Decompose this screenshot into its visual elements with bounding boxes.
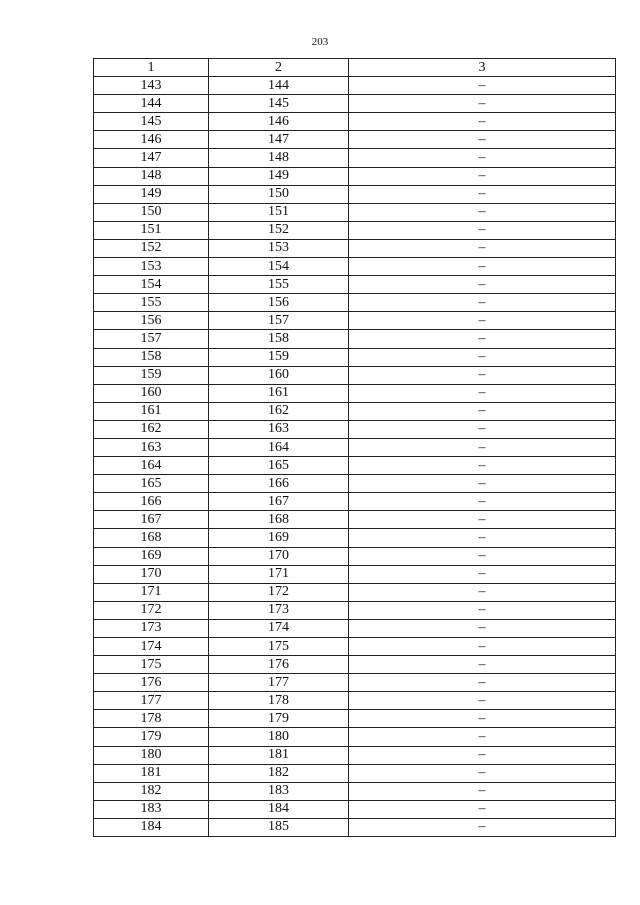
table-cell-col-1: 148 (94, 167, 209, 185)
table-row (94, 511, 616, 529)
table-cell-col-2: 152 (209, 221, 349, 239)
table-row (94, 258, 616, 276)
table-row (94, 764, 616, 782)
table-cell-col-2: 167 (209, 493, 349, 511)
table-row (94, 457, 616, 475)
table-cell-col-3: – (349, 583, 616, 601)
header-cell-2: 2 (209, 59, 349, 77)
table-cell-col-3: – (349, 692, 616, 710)
table-cell-col-1: 172 (94, 601, 209, 619)
table-cell-col-2: 176 (209, 656, 349, 674)
table-row (94, 638, 616, 656)
table-cell-col-3: – (349, 656, 616, 674)
header-cell-3: 3 (349, 59, 616, 77)
table-cell-col-3: – (349, 77, 616, 95)
table-cell-col-2: 146 (209, 113, 349, 131)
table-cell-col-3: – (349, 746, 616, 764)
table-cell-col-1: 165 (94, 475, 209, 493)
table-cell-col-1: 161 (94, 402, 209, 420)
table-cell-col-1: 181 (94, 764, 209, 782)
table-cell-col-3: – (349, 728, 616, 746)
table-cell-col-3: – (349, 294, 616, 312)
table-cell-col-3: – (349, 312, 616, 330)
table-row (94, 493, 616, 511)
table-cell-col-1: 166 (94, 493, 209, 511)
table-cell-col-1: 150 (94, 203, 209, 221)
table-cell-col-2: 170 (209, 547, 349, 565)
table-cell-col-1: 182 (94, 782, 209, 800)
table-row (94, 656, 616, 674)
table-cell-col-1: 170 (94, 565, 209, 583)
table-cell-col-1: 144 (94, 95, 209, 113)
table-cell-col-3: – (349, 95, 616, 113)
table-cell-col-2: 183 (209, 782, 349, 800)
table-cell-col-2: 147 (209, 131, 349, 149)
table-row (94, 95, 616, 113)
table-cell-col-3: – (349, 565, 616, 583)
table-cell-col-1: 179 (94, 728, 209, 746)
table-cell-col-3: – (349, 185, 616, 203)
table-cell-col-1: 157 (94, 330, 209, 348)
table-cell-col-2: 185 (209, 818, 349, 836)
table-cell-col-2: 157 (209, 312, 349, 330)
table-cell-col-3: – (349, 420, 616, 438)
table-cell-col-2: 169 (209, 529, 349, 547)
table-cell-col-1: 176 (94, 674, 209, 692)
table-cell-col-2: 173 (209, 601, 349, 619)
table-row (94, 619, 616, 637)
table-cell-col-1: 178 (94, 710, 209, 728)
table-cell-col-3: – (349, 800, 616, 818)
table-cell-col-3: – (349, 475, 616, 493)
header-row (94, 59, 616, 77)
table-cell-col-1: 160 (94, 384, 209, 402)
table-cell-col-1: 154 (94, 276, 209, 294)
table-cell-col-2: 162 (209, 402, 349, 420)
table-cell-col-2: 182 (209, 764, 349, 782)
table-cell-col-3: – (349, 457, 616, 475)
table-row (94, 800, 616, 818)
table-cell-col-2: 184 (209, 800, 349, 818)
table-cell-col-2: 160 (209, 366, 349, 384)
table-cell-col-1: 183 (94, 800, 209, 818)
table-row (94, 818, 616, 836)
table-cell-col-3: – (349, 348, 616, 366)
table-cell-col-3: – (349, 710, 616, 728)
table-cell-col-2: 154 (209, 258, 349, 276)
table-cell-col-1: 155 (94, 294, 209, 312)
table-cell-col-1: 169 (94, 547, 209, 565)
table-cell-col-3: – (349, 167, 616, 185)
table-row (94, 782, 616, 800)
table-cell-col-2: 159 (209, 348, 349, 366)
table-cell-col-2: 156 (209, 294, 349, 312)
table-cell-col-3: – (349, 330, 616, 348)
table-row (94, 728, 616, 746)
header-cell-1: 1 (94, 59, 209, 77)
table-row (94, 312, 616, 330)
data-table (93, 58, 616, 837)
table-cell-col-3: – (349, 221, 616, 239)
table-row (94, 221, 616, 239)
table-cell-col-1: 180 (94, 746, 209, 764)
table-row (94, 239, 616, 257)
table-row (94, 167, 616, 185)
table-cell-col-1: 151 (94, 221, 209, 239)
table-cell-col-3: – (349, 131, 616, 149)
table-cell-col-2: 153 (209, 239, 349, 257)
table-row (94, 131, 616, 149)
table-cell-col-3: – (349, 402, 616, 420)
table-cell-col-2: 144 (209, 77, 349, 95)
table-row (94, 583, 616, 601)
table-cell-col-1: 177 (94, 692, 209, 710)
table-cell-col-3: – (349, 601, 616, 619)
table-cell-col-1: 147 (94, 149, 209, 167)
table-row (94, 366, 616, 384)
table-cell-col-3: – (349, 149, 616, 167)
table-row (94, 149, 616, 167)
table-cell-col-2: 175 (209, 638, 349, 656)
table-header (94, 59, 616, 77)
table-cell-col-3: – (349, 764, 616, 782)
table-cell-col-2: 164 (209, 438, 349, 456)
table-cell-col-3: – (349, 674, 616, 692)
table-cell-col-3: – (349, 782, 616, 800)
table-cell-col-3: – (349, 203, 616, 221)
table-cell-col-2: 158 (209, 330, 349, 348)
table-row (94, 746, 616, 764)
table-row (94, 77, 616, 95)
table-cell-col-1: 163 (94, 438, 209, 456)
table-cell-col-3: – (349, 818, 616, 836)
table-row (94, 420, 616, 438)
table-cell-col-3: – (349, 438, 616, 456)
table-cell-col-1: 173 (94, 619, 209, 637)
table-cell-col-3: – (349, 547, 616, 565)
table-cell-col-2: 163 (209, 420, 349, 438)
table-cell-col-1: 158 (94, 348, 209, 366)
table-cell-col-2: 148 (209, 149, 349, 167)
table-row (94, 402, 616, 420)
table-row (94, 330, 616, 348)
table-cell-col-2: 171 (209, 565, 349, 583)
table-cell-col-3: – (349, 384, 616, 402)
table-row (94, 565, 616, 583)
table-cell-col-1: 149 (94, 185, 209, 203)
table-cell-col-1: 153 (94, 258, 209, 276)
table-row (94, 529, 616, 547)
table-cell-col-2: 155 (209, 276, 349, 294)
table-cell-col-3: – (349, 113, 616, 131)
table-cell-col-2: 161 (209, 384, 349, 402)
table-row (94, 475, 616, 493)
page-number: 203 (311, 36, 329, 48)
table-body (94, 77, 616, 837)
table-cell-col-1: 145 (94, 113, 209, 131)
table-cell-col-1: 143 (94, 77, 209, 95)
table-cell-col-2: 149 (209, 167, 349, 185)
table-cell-col-2: 177 (209, 674, 349, 692)
table-cell-col-2: 180 (209, 728, 349, 746)
table-cell-col-3: – (349, 239, 616, 257)
table-cell-col-2: 151 (209, 203, 349, 221)
table-cell-col-3: – (349, 529, 616, 547)
table-row (94, 276, 616, 294)
table-cell-col-1: 146 (94, 131, 209, 149)
table-cell-col-1: 162 (94, 420, 209, 438)
table-cell-col-1: 175 (94, 656, 209, 674)
table-cell-col-2: 174 (209, 619, 349, 637)
table-cell-col-2: 172 (209, 583, 349, 601)
table-cell-col-1: 152 (94, 239, 209, 257)
table-row (94, 674, 616, 692)
table-row (94, 348, 616, 366)
table-row (94, 438, 616, 456)
table-row (94, 601, 616, 619)
table-cell-col-3: – (349, 258, 616, 276)
table-cell-col-1: 164 (94, 457, 209, 475)
table-cell-col-1: 171 (94, 583, 209, 601)
table-cell-col-2: 179 (209, 710, 349, 728)
table-row (94, 384, 616, 402)
table-row (94, 710, 616, 728)
table-cell-col-1: 174 (94, 638, 209, 656)
table-cell-col-1: 184 (94, 818, 209, 836)
table-row (94, 547, 616, 565)
table-cell-col-2: 178 (209, 692, 349, 710)
table-cell-col-1: 159 (94, 366, 209, 384)
table-cell-col-1: 168 (94, 529, 209, 547)
table-cell-col-3: – (349, 493, 616, 511)
table-cell-col-2: 181 (209, 746, 349, 764)
table-row (94, 203, 616, 221)
table-cell-col-2: 165 (209, 457, 349, 475)
table-cell-col-2: 166 (209, 475, 349, 493)
table-cell-col-1: 156 (94, 312, 209, 330)
table-row (94, 294, 616, 312)
table-row (94, 185, 616, 203)
table-cell-col-2: 150 (209, 185, 349, 203)
table-cell-col-3: – (349, 638, 616, 656)
table-cell-col-3: – (349, 276, 616, 294)
table-cell-col-2: 168 (209, 511, 349, 529)
table-cell-col-2: 145 (209, 95, 349, 113)
table-cell-col-3: – (349, 619, 616, 637)
table-cell-col-3: – (349, 511, 616, 529)
table-row (94, 692, 616, 710)
table-cell-col-1: 167 (94, 511, 209, 529)
table-row (94, 113, 616, 131)
table-cell-col-3: – (349, 366, 616, 384)
